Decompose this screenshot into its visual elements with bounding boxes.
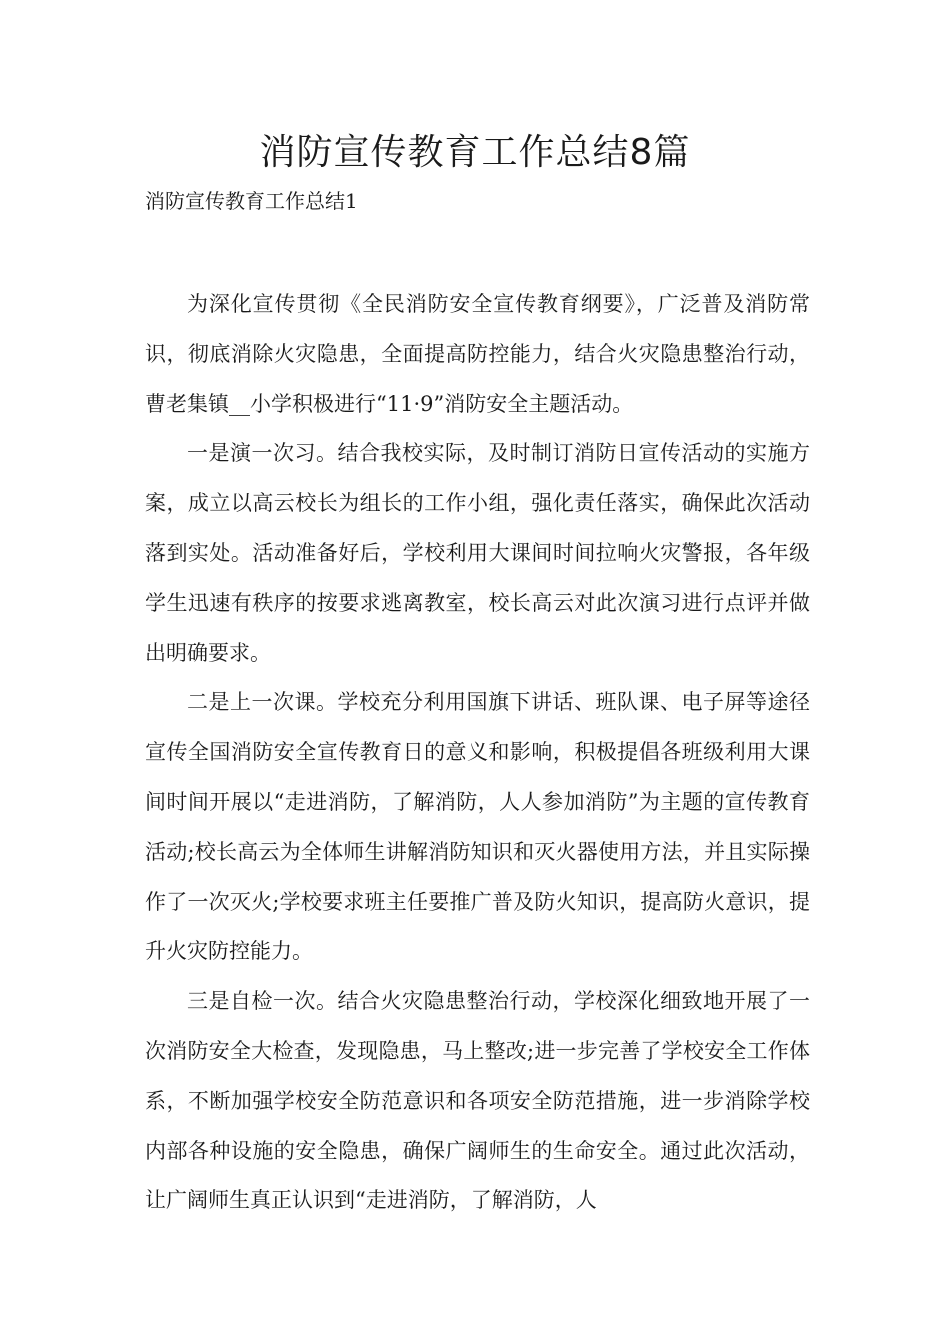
paragraph-intro: 为深化宣传贯彻《全民消防安全宣传教育纲要》，广泛普及消防常识，彻底消除火灾隐患，全面提高防控能力，结合火灾隐患整治行动，曹老集镇__小学积极进行“11·9”消防安全主题活动。: [145, 292, 810, 416]
document-body: [145, 280, 810, 1226]
document-title: 消防宣传教育工作总结8篇: [259, 132, 691, 173]
paragraph-drill: 一是演一次习。结合我校实际，及时制订消防日宣传活动的实施方案，成立以高云校长为组长的工作小组，强化责任落实，确保此次活动落到实处。活动准备好后，学校利用大课间时间拉响火灾警报，各年级学生迅速有秩序的按要求逃离教室，校长高云对此次演习进行点评并做出明确要求。: [145, 441, 810, 665]
paragraph-lesson: 二是上一次课。学校充分利用国旗下讲话、班队课、电子屏等途径宣传全国消防安全宣传教育日的意义和影响，积极提倡各班级利用大课间时间开展以“走进消防，了解消防，人人参加消防”为主题的宣传教育活动;校长高云为全体师生讲解消防知识和灭火器使用方法，并且实际操作了一次灭火;学校要求班主任要推广普及防火知识，提高防火意识，提升火灾防控能力。: [145, 690, 810, 964]
section-heading: 消防宣传教育工作总结1: [145, 189, 358, 213]
paragraph-self-inspection: 三是自检一次。结合火灾隐患整治行动，学校深化细致地开展了一次消防安全大检查，发现隐患，马上整改;进一步完善了学校安全工作体系，不断加强学校安全防范意识和各项安全防范措施，进一步消除学校内部各种设施的安全隐患，确保广阔师生的生命安全。通过此次活动，让广阔师生真正认识到“走进消防，了解消防，人: [145, 989, 810, 1213]
